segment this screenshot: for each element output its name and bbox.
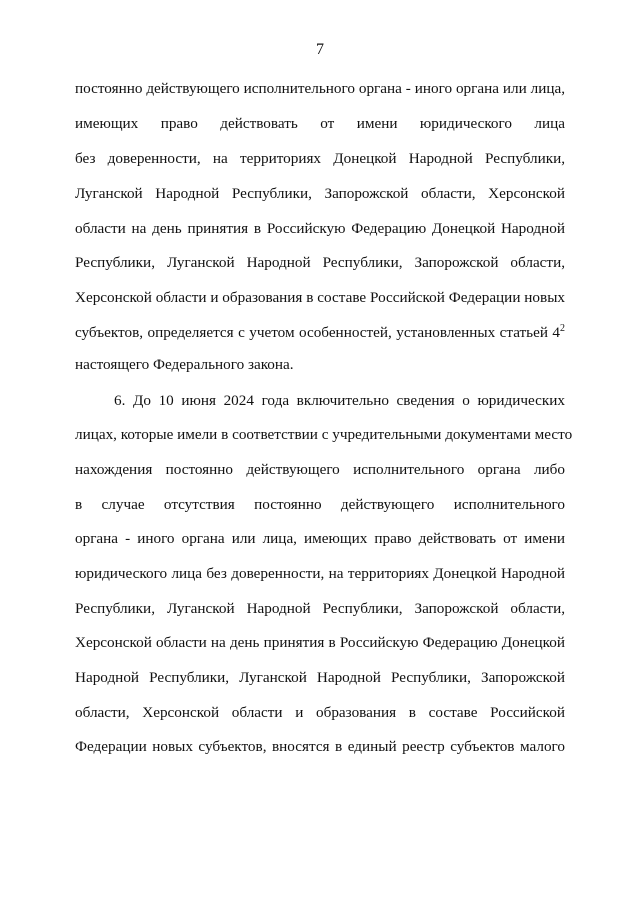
paragraph-first-line: 6. До 10 июня 2024 года включительно сведения о юридических — [114, 392, 565, 409]
text-line: юридического лица без доверенности, на территориях Донецкой Народной — [75, 565, 565, 582]
text-line: лицах, которые имели в соответствии с учредительными документами место — [75, 426, 573, 443]
text-line: имеющих право действовать от имени юридического лица — [75, 115, 565, 132]
text-line: Республики, Луганской Народной Республики, Запорожской области, — [75, 254, 565, 271]
text-line: области на день принятия в Российскую Федерацию Донецкой Народной — [75, 220, 565, 237]
text-line: нахождения постоянно действующего исполнительного органа либо — [75, 461, 565, 478]
text-line-content: субъектов, определяется с учетом особенностей, установленных статьей 4 — [75, 324, 560, 341]
text-line: настоящего Федерального закона. — [75, 356, 294, 373]
text-line: постоянно действующего исполнительного органа - иного органа или лица, — [75, 80, 565, 97]
text-line: Херсонской области и образования в составе Российской Федерации новых — [75, 289, 565, 306]
text-line: Народной Республики, Луганской Народной Республики, Запорожской — [75, 669, 565, 686]
text-line: Федерации новых субъектов, вносятся в единый реестр субъектов малого — [75, 738, 565, 755]
page-number: 7 — [316, 41, 324, 58]
text-line: в случае отсутствия постоянно действующего исполнительного — [75, 496, 565, 513]
text-line: области, Херсонской области и образования в составе Российской — [75, 704, 565, 721]
text-line: Луганской Народной Республики, Запорожской области, Херсонской — [75, 185, 565, 202]
article-superscript: 2 — [560, 323, 565, 334]
text-line: без доверенности, на территориях Донецкой Народной Республики, — [75, 150, 565, 167]
text-line: Херсонской области на день принятия в Российскую Федерацию Донецкой — [75, 634, 565, 651]
text-line: Республики, Луганской Народной Республики, Запорожской области, — [75, 600, 565, 617]
text-line-with-superscript — [75, 323, 565, 343]
text-line: органа - иного органа или лица, имеющих право действовать от имени — [75, 530, 565, 547]
